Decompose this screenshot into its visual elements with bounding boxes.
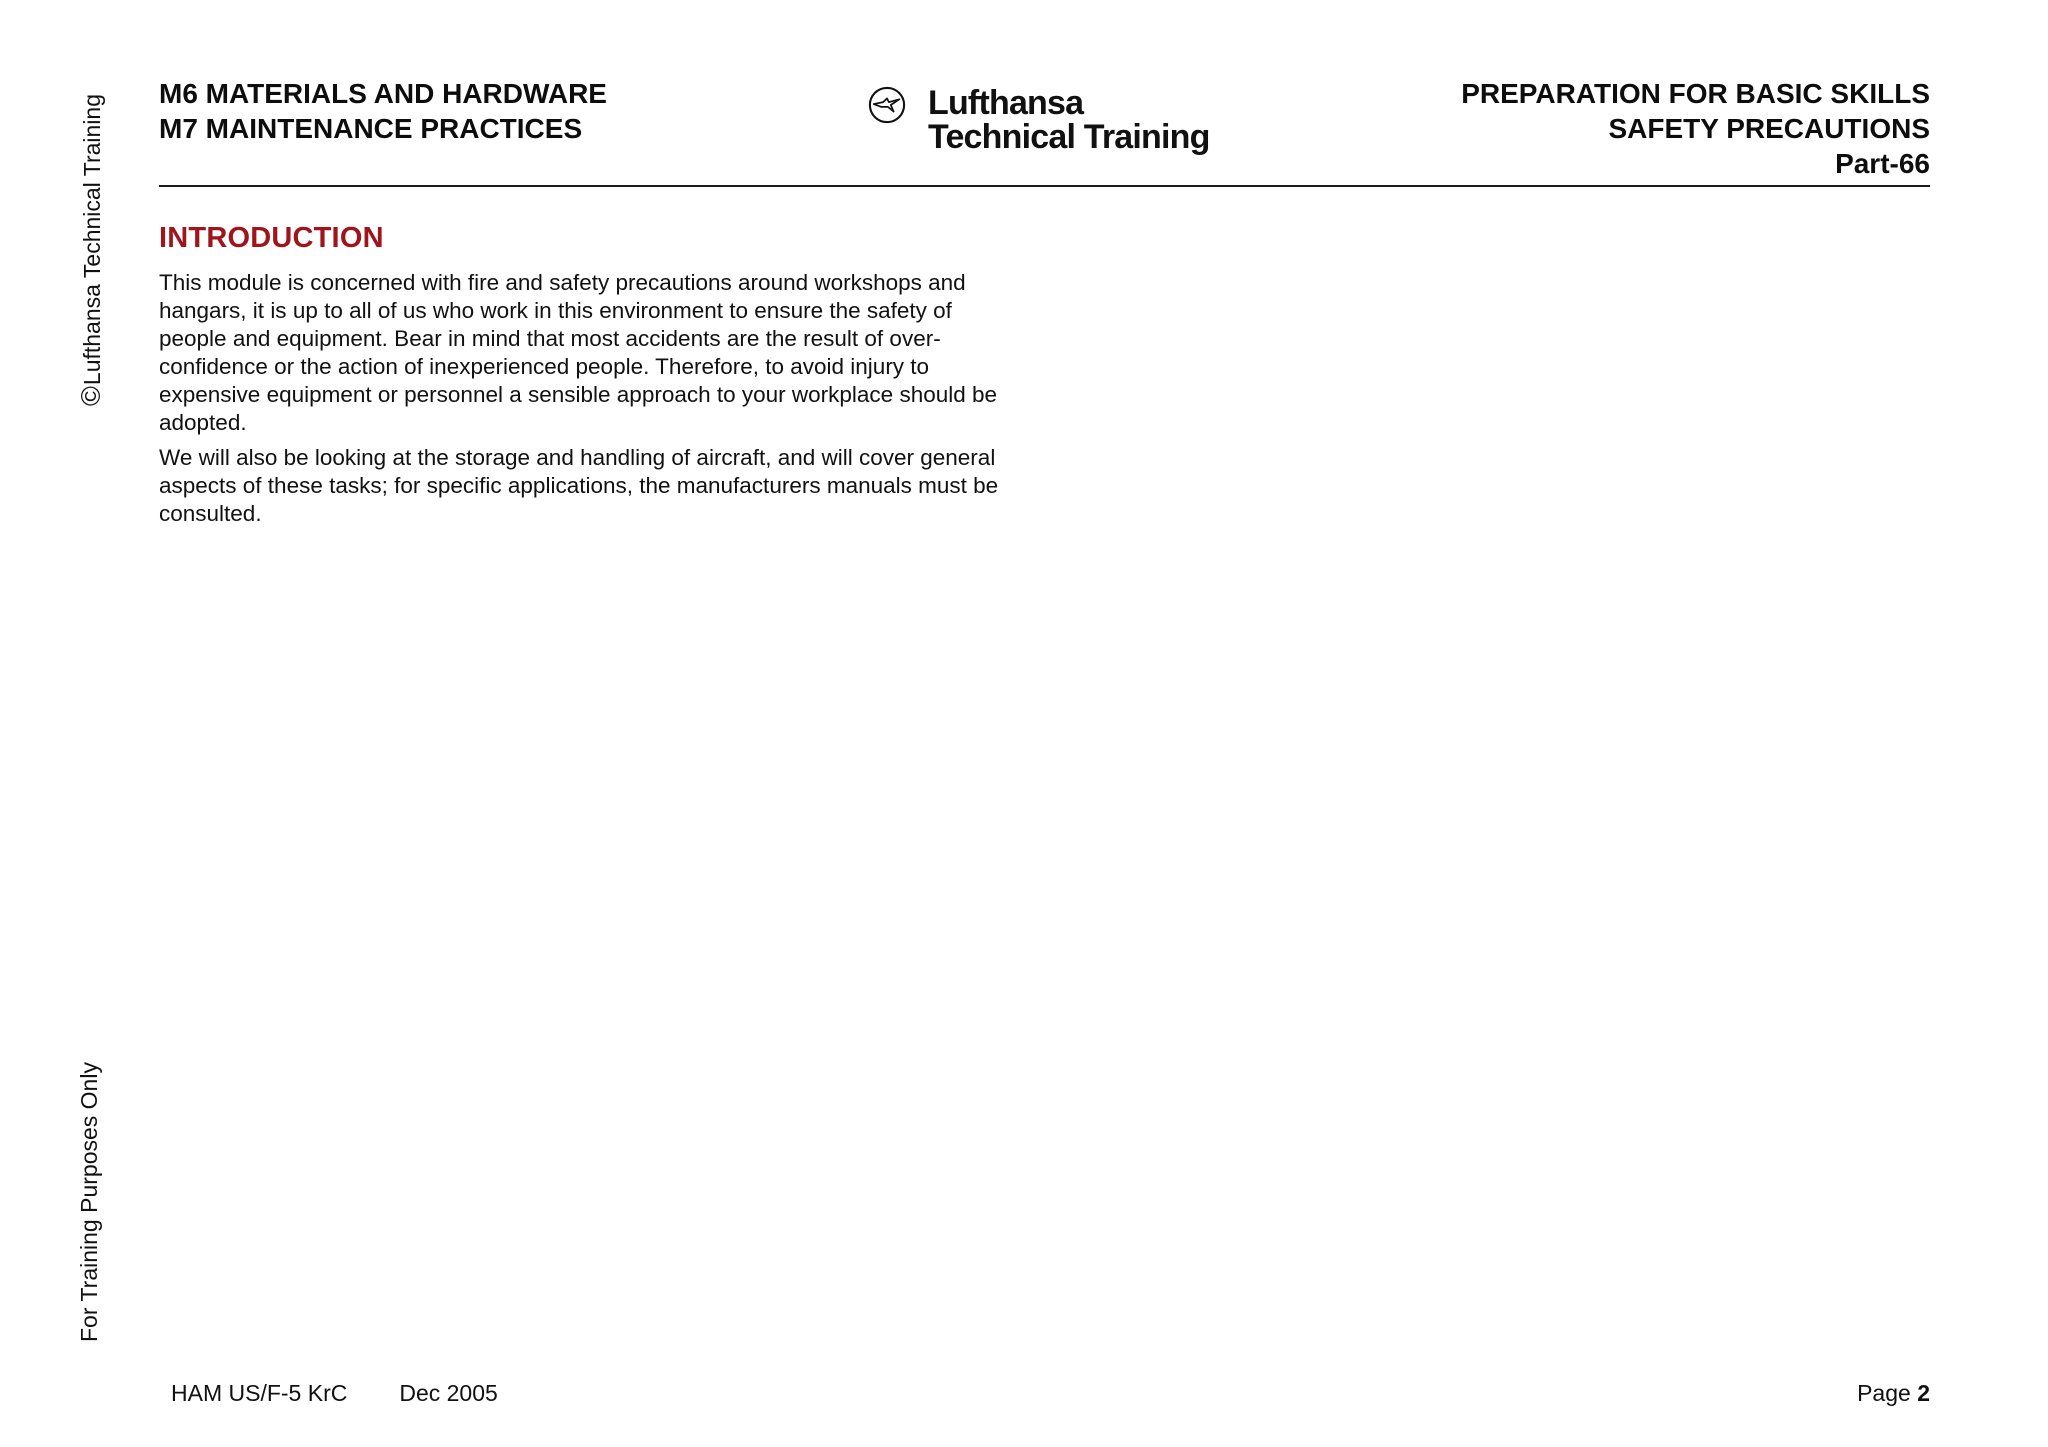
section-heading: INTRODUCTION: [159, 222, 384, 254]
copyright-notice: [78, 94, 105, 406]
paragraph-2: We will also be looking at the storage and handling of aircraft, and will cover general aspects of these tasks; for specific applications, the manufacturers manuals must be consulted.: [159, 445, 999, 526]
title-safety: SAFETY PRECAUTIONS: [1608, 113, 1930, 144]
module-title-m6: M6 MATERIALS AND HARDWARE: [159, 78, 607, 109]
header-divider: [159, 185, 1930, 187]
page-number: 2: [1917, 1380, 1930, 1406]
doc-reference: HAM US/F-5 KrC: [171, 1380, 348, 1406]
lufthansa-logo: [868, 86, 1210, 154]
page-label: Page: [1857, 1380, 1911, 1406]
lufthansa-crane-icon: [868, 86, 906, 124]
introduction-body: [159, 269, 1015, 535]
copyright-symbol: ©: [76, 386, 106, 406]
paragraph-1: This module is concerned with fire and safety precautions around workshops and hangars, it is up to all of us who work in this environment to ensure the safety of people and equipment. Bear in mind that most accidents are the result of over-confidence or the action of inexperienced people. Therefore, to avoid injury to expensive equipment or personnel a sensible approach to your workplace should be adopted.: [159, 270, 998, 435]
copyright-text: Lufthansa Technical Training: [79, 93, 105, 386]
page-indicator: [1857, 1380, 1930, 1407]
doc-date: Dec 2005: [399, 1380, 498, 1406]
logo-line-technical-training: Technical Training: [928, 118, 1210, 156]
module-titles: [159, 76, 607, 146]
title-preparation: PREPARATION FOR BASIC SKILLS: [1461, 78, 1930, 109]
document-titles: [1461, 76, 1930, 181]
title-part: Part-66: [1835, 148, 1930, 179]
training-purposes-notice: For Training Purposes Only: [76, 1062, 102, 1342]
module-title-m7: M7 MAINTENANCE PRACTICES: [159, 113, 583, 144]
footer-reference: [171, 1380, 498, 1407]
logo-line-lufthansa: Lufthansa: [928, 84, 1084, 122]
